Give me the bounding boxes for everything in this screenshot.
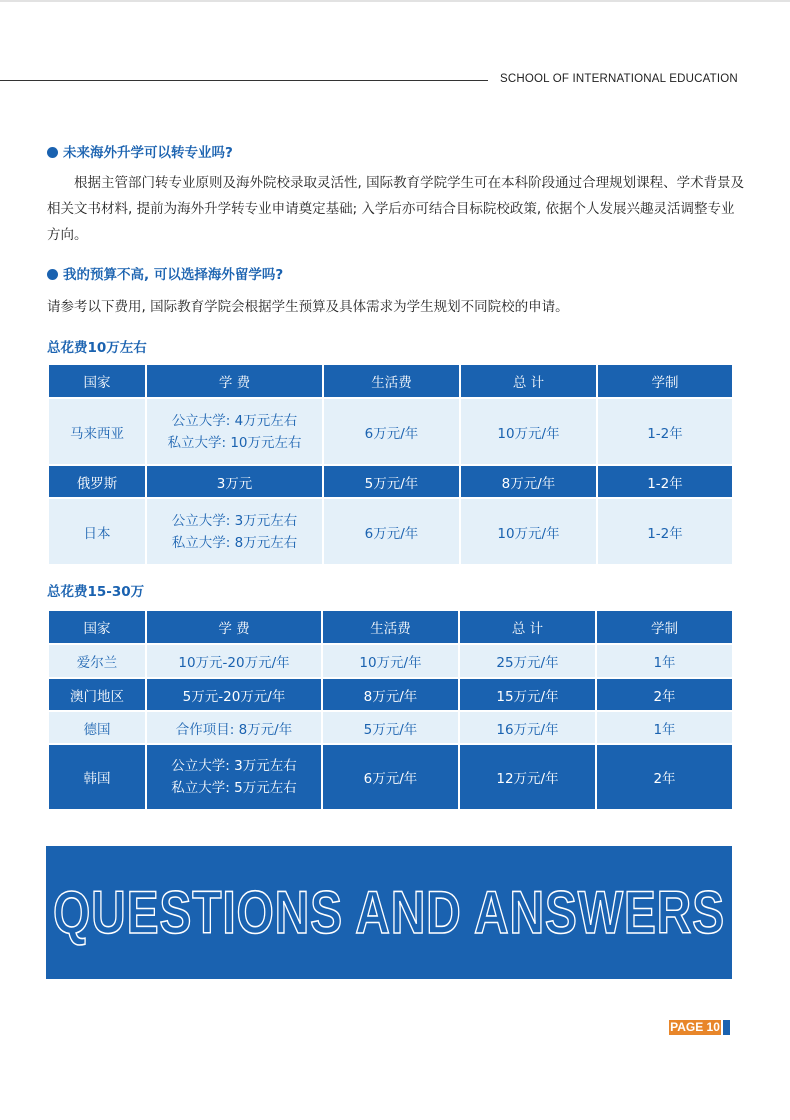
table-header-row — [48, 610, 733, 644]
table-header-row — [48, 364, 733, 398]
total-cell: 15万元/年 — [459, 678, 596, 711]
header-duration: 学制 — [596, 610, 733, 644]
banner-title: QUESTIONS AND ANSWERS — [53, 879, 725, 946]
country-cell: 日本 — [48, 498, 146, 565]
country-cell: 俄罗斯 — [48, 465, 146, 498]
header-rule — [0, 80, 488, 81]
header-duration: 学制 — [597, 364, 733, 398]
header-tuition: 学 费 — [146, 364, 323, 398]
tuition-cell — [146, 498, 323, 565]
duration-cell: 1年 — [596, 644, 733, 678]
header-total: 总 计 — [460, 364, 597, 398]
tuition-line: 私立大学: 10万元左右 — [167, 434, 302, 451]
country-cell: 马来西亚 — [48, 398, 146, 465]
tuition-cell: 10万元-20万元/年 — [146, 644, 322, 678]
living-cell: 6万元/年 — [322, 744, 459, 810]
total-cell: 12万元/年 — [459, 744, 596, 810]
school-name: SCHOOL OF INTERNATIONAL EDUCATION — [500, 73, 738, 85]
total-cell: 16万元/年 — [459, 711, 596, 744]
bullet-icon — [47, 147, 58, 158]
faq-question-text: 未来海外升学可以转专业吗? — [63, 145, 233, 161]
tuition-line: 公立大学: 3万元左右 — [171, 758, 297, 774]
country-cell: 德国 — [48, 711, 146, 744]
table-row — [48, 711, 733, 744]
living-cell: 5万元/年 — [322, 711, 459, 744]
duration-cell: 1年 — [596, 711, 733, 744]
tuition-cell: 合作项目: 8万元/年 — [146, 711, 322, 744]
table-title-1: 总花费10万左右 — [47, 340, 147, 356]
header-living: 生活费 — [323, 364, 460, 398]
country-cell: 爱尔兰 — [48, 644, 146, 678]
page-marker — [723, 1020, 730, 1035]
table-row — [48, 465, 733, 498]
faq-question-1 — [47, 141, 233, 161]
table-row — [48, 498, 733, 565]
living-cell: 6万元/年 — [323, 498, 460, 565]
tuition-cell: 3万元 — [146, 465, 323, 498]
total-cell: 8万元/年 — [460, 465, 597, 498]
tuition-line: 私立大学: 8万元左右 — [171, 534, 298, 551]
country-cell: 韩国 — [48, 744, 146, 810]
table-title-2: 总花费15-30万 — [47, 584, 145, 600]
duration-cell: 2年 — [596, 678, 733, 711]
top-border — [0, 0, 790, 2]
tuition-cell: 5万元-20万元/年 — [146, 678, 322, 711]
living-cell: 6万元/年 — [323, 398, 460, 465]
tuition-line: 私立大学: 5万元左右 — [171, 780, 297, 796]
country-cell: 澳门地区 — [48, 678, 146, 711]
header-country: 国家 — [48, 610, 146, 644]
living-cell: 5万元/年 — [323, 465, 460, 498]
duration-cell: 2年 — [596, 744, 733, 810]
duration-cell: 1-2年 — [597, 398, 733, 465]
tuition-line: 公立大学: 3万元左右 — [171, 512, 298, 529]
living-cell: 8万元/年 — [322, 678, 459, 711]
living-cell: 10万元/年 — [322, 644, 459, 678]
tuition-cell — [146, 744, 322, 810]
qa-banner — [46, 846, 732, 979]
tuition-cell — [146, 398, 323, 465]
total-cell: 10万元/年 — [460, 398, 597, 465]
table-row — [48, 744, 733, 810]
table-row — [48, 644, 733, 678]
faq-answer-1: 根据主管部门转专业原则及海外院校录取灵活性, 国际教育学院学生可在本科阶段通过合理规划课程、学术背景及相关文书材料, 提前为海外升学转专业申请奠定基础; 入学后亦可结合目标院校政策, 依据个人发展兴趣灵活调整专业方向。 — [47, 175, 745, 243]
faq-question-2 — [47, 263, 283, 283]
tuition-line: 公立大学: 4万元左右 — [171, 412, 298, 429]
bullet-icon — [47, 269, 58, 280]
faq-answer-2: 请参考以下费用, 国际教育学院会根据学生预算及具体需求为学生规划不同院校的申请。 — [47, 299, 569, 315]
total-cell: 10万元/年 — [460, 498, 597, 565]
total-cell: 25万元/年 — [459, 644, 596, 678]
fee-table-2 — [47, 609, 734, 811]
header-country: 国家 — [48, 364, 146, 398]
page-number: PAGE 10 — [670, 1020, 720, 1034]
header-total: 总 计 — [459, 610, 596, 644]
table-row — [48, 678, 733, 711]
header-living: 生活费 — [322, 610, 459, 644]
duration-cell: 1-2年 — [597, 465, 733, 498]
fee-table-1 — [47, 363, 734, 566]
table-row — [48, 398, 733, 465]
faq-question-text: 我的预算不高, 可以选择海外留学吗? — [63, 267, 284, 283]
duration-cell: 1-2年 — [597, 498, 733, 565]
header-tuition: 学 费 — [146, 610, 322, 644]
